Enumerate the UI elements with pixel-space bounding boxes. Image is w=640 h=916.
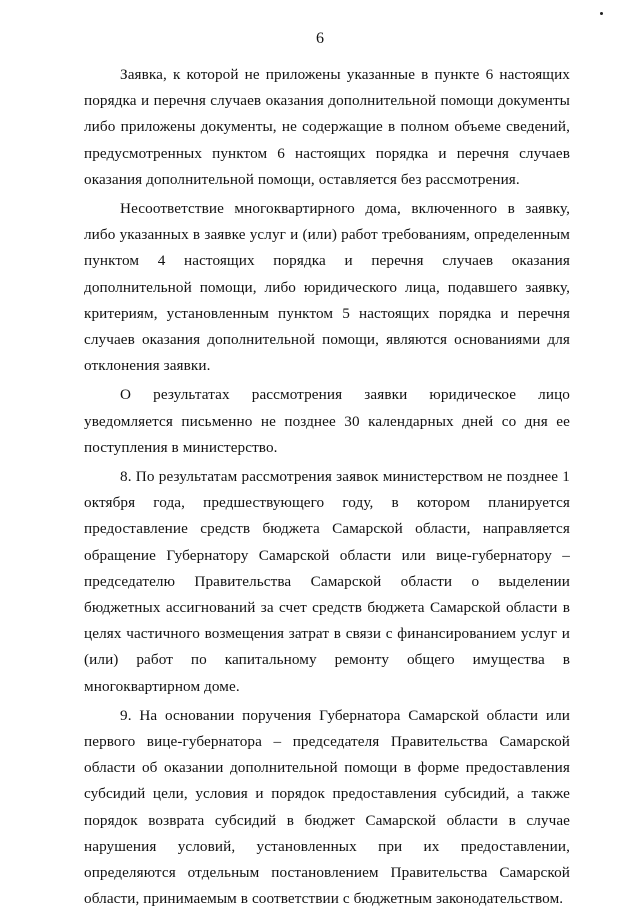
paragraph-clause-8: 8. По результатам рассмотрения заявок министерством не позднее 1 октября года, предшествующего году, в котором планируется предоставление средств бюджета Самарской области, направляется обращение Губернатору Самарской области или вице-губернатору – председателю Правительства Самарской области о выделении бюджетных ассигнований за счет средств бюджета Самарской области в целях частичного возмещения затрат в связи с финансированием услуг и (или) работ по капитальному ремонту общего имущества в многоквартирном доме. (84, 468, 570, 695)
scan-speck (600, 12, 603, 15)
paragraph-notification: О результатах рассмотрения заявки юридическое лицо уведомляется письменно не позднее 30 календарных дней со дня ее поступления в министерство. (84, 386, 570, 456)
paragraph-application-rejection: Заявка, к которой не приложены указанные в пункте 6 настоящих порядка и перечня случаев оказания дополнительной помощи документы либо приложены документы, не содержащие в полном объеме сведений, предусмотренных пунктом 6 настоящих порядка и перечня случаев оказания дополнительной помощи, оставляется без рассмотрения. (84, 66, 570, 188)
document-body (84, 62, 570, 916)
paragraph-grounds-for-rejection: Несоответствие многоквартирного дома, включенного в заявку, либо указанных в заявке услуг и (или) работ требованиям, определенным пунктом 4 настоящих порядка и перечня случаев оказания дополнительной помощи, либо юридического лица, подавшего заявку, критериям, установленным пунктом 5 настоящих порядка и перечня случаев оказания дополнительной помощи, являются основаниями для отклонения заявки. (84, 200, 570, 375)
page-number: 6 (316, 30, 324, 47)
paragraph-clause-9: 9. На основании поручения Губернатора Самарской области или первого вице-губернатора – председателя Правительства Самарской области об оказании дополнительной помощи в форме предоставления субсидий цели, условия и порядок предоставления субсидий, а также порядок возврата субсидий в бюджет Самарской области в случае нарушения условий, установленных при их предоставлении, определяются отдельным постановлением Правительства Самарской области, принимаемым в соответствии с бюджетным законодательством. (84, 706, 570, 908)
